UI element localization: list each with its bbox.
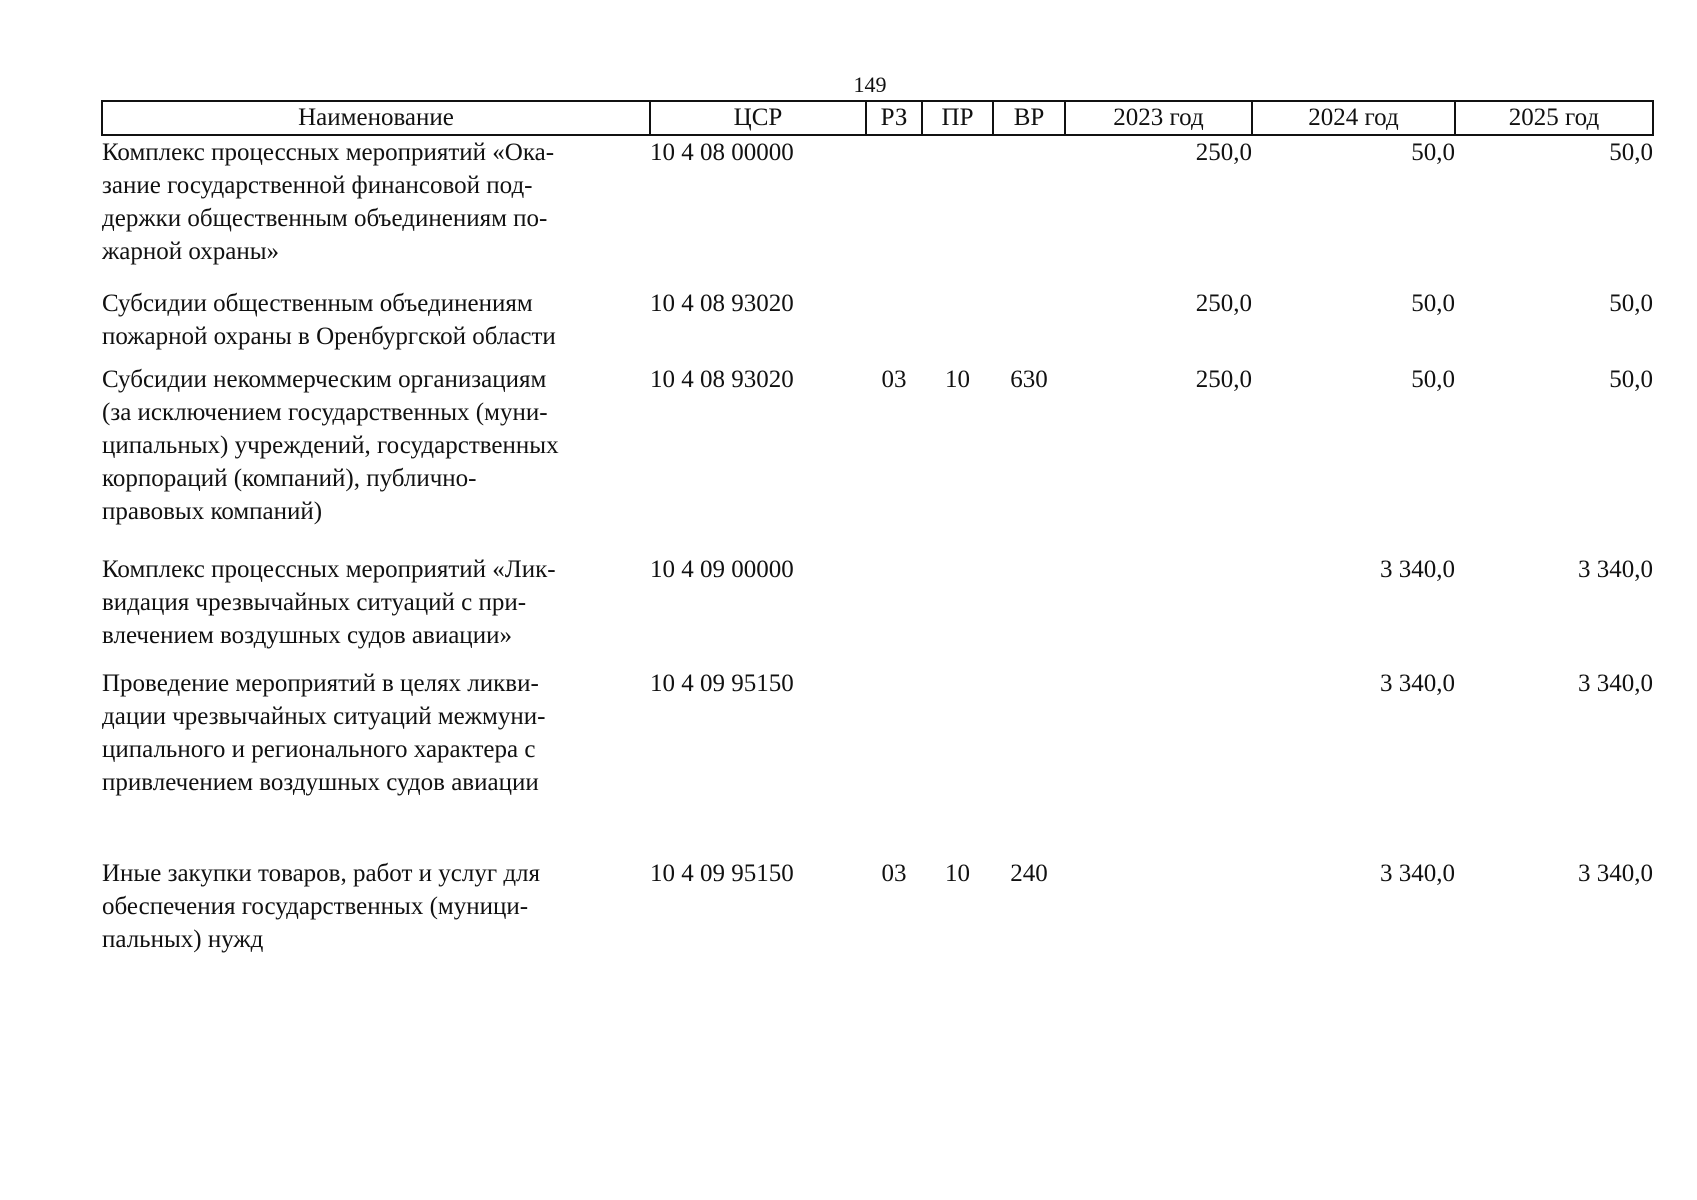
row-name-line: обеспечения государственных (муници- bbox=[102, 893, 529, 920]
row-pr bbox=[922, 287, 993, 363]
row-amount-2023: 250,0 bbox=[1195, 290, 1252, 317]
row-name-line: Комплекс процессных мероприятий «Лик- bbox=[102, 556, 556, 583]
row-name-line: дации чрезвычайных ситуаций межмуни- bbox=[102, 703, 546, 730]
header-csr: ЦСР bbox=[650, 101, 866, 135]
row-name bbox=[102, 287, 650, 363]
table-row bbox=[102, 363, 1653, 553]
row-amount-2024: 3 340,0 bbox=[1380, 556, 1455, 583]
row-vr bbox=[993, 287, 1065, 363]
row-rz: 03 bbox=[881, 366, 907, 393]
row-name-line: (за исключением государственных (муни- bbox=[102, 399, 548, 426]
row-vr bbox=[993, 667, 1065, 857]
row-rz: 03 bbox=[881, 860, 907, 887]
row-name-line: Субсидии общественным объединениям bbox=[102, 290, 533, 317]
row-vr: 630 bbox=[1010, 366, 1048, 393]
row-rz bbox=[866, 135, 922, 287]
row-amount-2024: 50,0 bbox=[1411, 290, 1455, 317]
row-name-line: зание государственной финансовой под- bbox=[102, 172, 533, 199]
table-row bbox=[102, 667, 1653, 857]
row-amount-2025: 50,0 bbox=[1609, 290, 1653, 317]
row-pr bbox=[922, 135, 993, 287]
row-rz bbox=[866, 287, 922, 363]
row-vr: 240 bbox=[1010, 860, 1048, 887]
header-vr: ВР bbox=[993, 101, 1065, 135]
row-csr: 10 4 09 00000 bbox=[650, 556, 794, 583]
page-number: 149 bbox=[853, 72, 887, 97]
row-csr: 10 4 08 00000 bbox=[650, 139, 794, 166]
row-pr: 10 bbox=[945, 860, 970, 887]
table-header-row bbox=[102, 101, 1653, 135]
row-amount-2025: 50,0 bbox=[1609, 366, 1653, 393]
row-pr: 10 bbox=[945, 366, 970, 393]
row-name-line: видация чрезвычайных ситуаций с при- bbox=[102, 589, 527, 616]
row-csr: 10 4 08 93020 bbox=[650, 366, 794, 393]
row-amount-2023: 250,0 bbox=[1195, 366, 1252, 393]
row-amount-2025: 3 340,0 bbox=[1578, 556, 1653, 583]
row-amount-2024: 50,0 bbox=[1411, 139, 1455, 166]
row-name-line: Иные закупки товаров, работ и услуг для bbox=[102, 860, 541, 887]
row-csr: 10 4 08 93020 bbox=[650, 290, 794, 317]
row-name-line: влечением воздушных судов авиации» bbox=[102, 622, 512, 649]
table-row bbox=[102, 287, 1653, 363]
row-vr bbox=[993, 135, 1065, 287]
row-name-line: Комплекс процессных мероприятий «Ока- bbox=[102, 139, 555, 166]
row-rz bbox=[866, 667, 922, 857]
row-name-line: правовых компаний) bbox=[102, 498, 323, 525]
row-csr: 10 4 09 95150 bbox=[650, 670, 794, 697]
row-amount-2024: 3 340,0 bbox=[1380, 860, 1455, 887]
budget-table bbox=[101, 100, 1654, 961]
header-name: Наименование bbox=[102, 101, 650, 135]
row-amount-2025: 3 340,0 bbox=[1578, 860, 1653, 887]
row-name-line: привлечением воздушных судов авиации bbox=[102, 769, 539, 796]
row-amount-2023 bbox=[1065, 857, 1252, 961]
row-vr bbox=[993, 553, 1065, 667]
row-amount-2025: 50,0 bbox=[1609, 139, 1653, 166]
table-row bbox=[102, 857, 1653, 961]
row-amount-2023: 250,0 bbox=[1195, 139, 1252, 166]
row-amount-2024: 3 340,0 bbox=[1380, 670, 1455, 697]
header-year-2025: 2025 год bbox=[1455, 101, 1653, 135]
row-csr: 10 4 09 95150 bbox=[650, 860, 794, 887]
header-pr: ПР bbox=[922, 101, 993, 135]
table-row bbox=[102, 135, 1653, 287]
header-rz: РЗ bbox=[866, 101, 922, 135]
row-amount-2024: 50,0 bbox=[1411, 366, 1455, 393]
row-name-line: Субсидии некоммерческим организациям bbox=[102, 366, 547, 393]
row-name-line: корпораций (компаний), публично- bbox=[102, 465, 477, 492]
row-name-line: Проведение мероприятий в целях ликви- bbox=[102, 670, 539, 697]
row-amount-2023 bbox=[1065, 553, 1252, 667]
row-name-line: ципального и регионального характера с bbox=[102, 736, 536, 763]
row-name-line: пальных) нужд bbox=[102, 926, 264, 953]
row-name-line: ципальных) учреждений, государственных bbox=[102, 432, 559, 459]
row-name-line: жарной охраны» bbox=[102, 238, 280, 265]
row-name bbox=[102, 667, 650, 857]
table-row bbox=[102, 553, 1653, 667]
row-amount-2023 bbox=[1065, 667, 1252, 857]
row-name bbox=[102, 363, 650, 553]
row-pr bbox=[922, 667, 993, 857]
row-amount-2025: 3 340,0 bbox=[1578, 670, 1653, 697]
row-rz bbox=[866, 553, 922, 667]
header-year-2024: 2024 год bbox=[1252, 101, 1455, 135]
row-name-line: пожарной охраны в Оренбургской области bbox=[102, 323, 556, 350]
row-name-line: держки общественным объединениям по- bbox=[102, 205, 548, 232]
row-name bbox=[102, 857, 650, 961]
row-name bbox=[102, 135, 650, 287]
header-year-2023: 2023 год bbox=[1065, 101, 1252, 135]
row-name bbox=[102, 553, 650, 667]
row-pr bbox=[922, 553, 993, 667]
